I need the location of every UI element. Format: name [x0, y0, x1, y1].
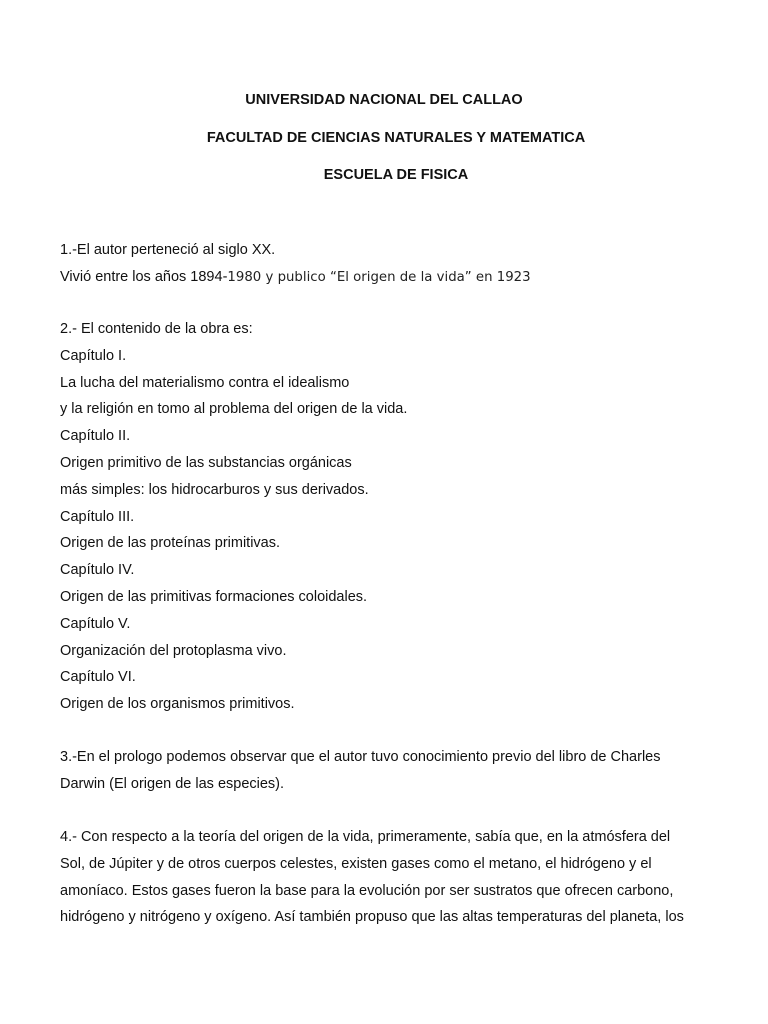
paragraph-line: amoníaco. Estos gases fueron la base para la evolución por ser sustratos que ofrecen carbono,: [60, 882, 674, 899]
chapter-heading: Capítulo II.: [60, 428, 131, 445]
section-2: [60, 316, 715, 718]
chapter-heading: Capítulo VI.: [60, 669, 136, 686]
chapter-description: La lucha del materialismo contra el idealismo: [60, 374, 350, 391]
paragraph-line: 1.-El autor perteneció al siglo XX.: [60, 242, 276, 258]
university-title: UNIVERSIDAD NACIONAL DEL CALLAO: [245, 92, 523, 108]
paragraph-line: Darwin (El origen de las especies).: [60, 775, 285, 792]
paragraph-line: 3.-En el prologo podemos observar que el autor tuvo conocimiento previo del libro de Charles: [60, 749, 661, 765]
text-run: 1980 y publico “El origen de la vida” en 1923: [227, 269, 531, 285]
chapter-heading: Capítulo IV.: [60, 562, 135, 579]
chapter-description: Origen primitivo de las substancias orgánicas: [60, 454, 352, 471]
paragraph-line: 4.- Con respecto a la teoría del origen de la vida, primeramente, sabía que, en la atmósfera del: [60, 829, 671, 845]
chapter-description: y la religión en tomo al problema del origen de la vida.: [60, 401, 408, 418]
chapter-description: Organización del protoplasma vivo.: [60, 642, 287, 659]
chapter-description: más simples: los hidrocarburos y sus derivados.: [60, 481, 369, 498]
text-run: Vivió entre los años 1894-: [60, 268, 228, 285]
section-1: [60, 237, 715, 292]
section-3: [60, 744, 715, 798]
chapter-heading: Capítulo V.: [60, 615, 131, 632]
chapter-description: Origen de las primitivas formaciones coloidales.: [60, 588, 368, 605]
paragraph-line: 2.- El contenido de la obra es:: [60, 321, 253, 337]
school-title: ESCUELA DE FISICA: [323, 167, 469, 183]
faculty-title: FACULTAD DE CIENCIAS NATURALES Y MATEMATICA: [206, 130, 586, 146]
chapter-description: Origen de las proteínas primitivas.: [60, 535, 281, 552]
paragraph-line: hidrógeno y nitrógeno y oxígeno. Así también propuso que las altas temperaturas del planeta, los: [60, 909, 684, 926]
chapter-heading: Capítulo I.: [60, 347, 127, 364]
section-4: [60, 824, 715, 931]
chapter-description: Origen de los organismos primitivos.: [60, 696, 295, 713]
chapter-heading: Capítulo III.: [60, 508, 135, 525]
paragraph-line: Sol, de Júpiter y de otros cuerpos celestes, existen gases como el metano, el hidrógeno y el: [60, 855, 652, 872]
paragraph-line: [60, 264, 715, 292]
